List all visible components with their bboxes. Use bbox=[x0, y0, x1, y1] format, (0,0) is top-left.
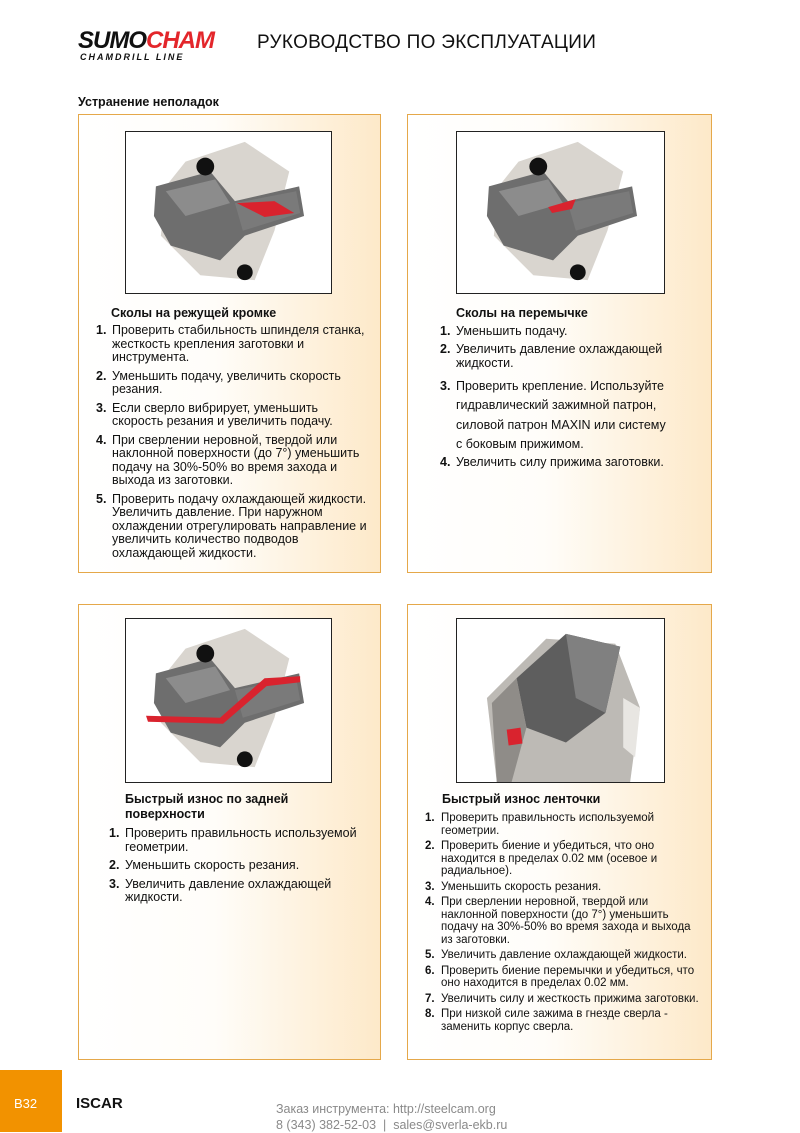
step-number: 6. bbox=[425, 964, 435, 977]
contact-info bbox=[276, 1101, 507, 1133]
step-text: Уменьшить подачу. bbox=[456, 324, 568, 338]
page-number: B32 bbox=[14, 1096, 38, 1111]
step-number: 3. bbox=[440, 378, 451, 393]
step-number: 2. bbox=[109, 858, 120, 872]
drill-photo-cutting-edge bbox=[125, 131, 332, 294]
step-number: 2. bbox=[96, 368, 107, 383]
step-text: При сверлении неровной, твердой или наклонной поверхности (до 7°) уменьшить подачу на 30%-50% во время захода и выхода из заготовки. bbox=[112, 432, 360, 487]
list-item bbox=[425, 965, 705, 990]
section-title: Устранение неполадок bbox=[78, 95, 219, 109]
step-text: Уменьшить скорость резания. bbox=[125, 858, 300, 872]
list-item bbox=[440, 377, 670, 455]
panel-title: Сколы на режущей кромке bbox=[111, 306, 277, 320]
step-number: 1. bbox=[96, 323, 107, 337]
step-text: Проверить крепление. Используйте гидравлический зажимной патрон, силовой патрон MAXIN или систему с боковым прижимом. bbox=[456, 378, 666, 451]
step-number: 1. bbox=[440, 324, 451, 338]
list-item bbox=[425, 881, 705, 894]
panel-flank-wear bbox=[78, 604, 381, 1060]
step-text: Проверить правильность используемой геометрии. bbox=[125, 826, 357, 854]
step-number: 7. bbox=[425, 992, 435, 1005]
list-item bbox=[96, 402, 371, 429]
list-item bbox=[96, 370, 371, 397]
step-number: 4. bbox=[440, 454, 451, 469]
panel-title: Сколы на перемычке bbox=[456, 306, 588, 320]
panel-cutting-edge-chipping bbox=[78, 114, 381, 573]
list-item bbox=[425, 993, 705, 1006]
drill-head-illustration bbox=[126, 132, 331, 293]
drill-photo-flank bbox=[125, 618, 332, 783]
step-text: Уменьшить подачу, увеличить скорость резания. bbox=[112, 368, 341, 396]
step-text: Если сверло вибрирует, уменьшить скорость резания и увеличить подачу. bbox=[112, 400, 333, 428]
step-number: 3. bbox=[425, 880, 435, 893]
step-number: 2. bbox=[440, 341, 451, 356]
list-item bbox=[109, 827, 369, 854]
step-number: 3. bbox=[96, 400, 107, 415]
step-text: Проверить стабильность шпинделя станка, жесткость крепления заготовки и инструмента. bbox=[112, 323, 365, 364]
step-text: Проверить подачу охлаждающей жидкости. Увеличить давление. При наружном охлаждении отрегулировать направление и увеличить количество подводов охлаждающей жидкости. bbox=[112, 491, 367, 560]
step-number: 5. bbox=[96, 491, 107, 506]
step-number: 5. bbox=[425, 949, 435, 961]
list-item bbox=[440, 455, 670, 469]
panel-title: Быстрый износ ленточки bbox=[442, 792, 601, 806]
steps-list bbox=[425, 812, 705, 1036]
phone-email[interactable]: 8 (343) 382-52-03 | sales@sverla-ekb.ru bbox=[276, 1118, 508, 1132]
step-number: 8. bbox=[425, 1008, 435, 1020]
step-number: 4. bbox=[425, 896, 435, 908]
panel-title: Быстрый износ по задней поверхности bbox=[125, 792, 289, 821]
logo-word-sumo: SUMO bbox=[78, 27, 146, 54]
drill-head-illustration bbox=[457, 132, 664, 293]
step-text: Уменьшить скорость резания. bbox=[441, 880, 602, 893]
logo-subtitle: CHAMDRILL LINE bbox=[80, 52, 185, 62]
steps-list bbox=[440, 322, 670, 469]
step-number: 1. bbox=[109, 826, 120, 840]
step-number: 4. bbox=[96, 432, 107, 447]
logo-wordmark bbox=[78, 28, 214, 54]
panel-web-chipping bbox=[407, 114, 712, 573]
list-item bbox=[425, 949, 705, 962]
brand-name: ISCAR bbox=[76, 1095, 123, 1112]
step-text: Проверить биение и убедиться, что оно находится в пределах 0.02 мм (осевое и радиальное). bbox=[441, 840, 658, 877]
drill-head-illustration bbox=[126, 619, 331, 782]
list-item bbox=[109, 878, 369, 905]
drill-head-illustration bbox=[457, 619, 664, 782]
steps-list bbox=[96, 324, 371, 565]
step-text: При сверлении неровной, твердой или наклонной поверхности (до 7°) уменьшить подачу на 30%-50% во время захода и выхода из заготовки. bbox=[441, 896, 691, 946]
step-text: Увеличить давление охлаждающей жидкости. bbox=[125, 876, 332, 904]
step-text: Проверить биение перемычки и убедиться, что оно находится в пределах 0.02 мм. bbox=[441, 964, 695, 989]
step-text: Увеличить силу и жесткость прижима заготовки. bbox=[441, 992, 699, 1005]
step-text: Увеличить давление охлаждающей жидкости. bbox=[456, 341, 663, 370]
drill-photo-web bbox=[456, 131, 665, 294]
logo-word-cham: CHAM bbox=[146, 27, 214, 54]
step-number: 3. bbox=[109, 876, 120, 891]
sumocham-logo bbox=[78, 28, 238, 64]
step-number: 2. bbox=[425, 840, 435, 852]
list-item bbox=[109, 859, 369, 873]
list-item bbox=[440, 322, 670, 342]
list-item bbox=[96, 324, 371, 365]
list-item bbox=[425, 896, 705, 946]
order-link[interactable]: Заказ инструмента: http://steelcam.org bbox=[276, 1102, 496, 1116]
step-number: 1. bbox=[425, 812, 435, 824]
list-item bbox=[96, 434, 371, 488]
step-text: При низкой силе зажима в гнезде сверла - заменить корпус сверла. bbox=[441, 1008, 668, 1033]
step-text: Увеличить силу прижима заготовки. bbox=[456, 454, 664, 469]
page-number-box bbox=[0, 1070, 62, 1132]
step-text: Увеличить давление охлаждающей жидкости. bbox=[441, 949, 687, 961]
list-item bbox=[425, 840, 705, 878]
list-item bbox=[440, 342, 670, 370]
steps-list bbox=[109, 827, 369, 910]
document-title: РУКОВОДСТВО ПО ЭКСПЛУАТАЦИИ bbox=[257, 32, 597, 53]
drill-photo-margin bbox=[456, 618, 665, 783]
list-item bbox=[96, 493, 371, 561]
step-text: Проверить правильность используемой геометрии. bbox=[441, 812, 655, 837]
panel-margin-wear bbox=[407, 604, 712, 1060]
list-item bbox=[425, 1008, 705, 1033]
list-item bbox=[425, 812, 705, 837]
